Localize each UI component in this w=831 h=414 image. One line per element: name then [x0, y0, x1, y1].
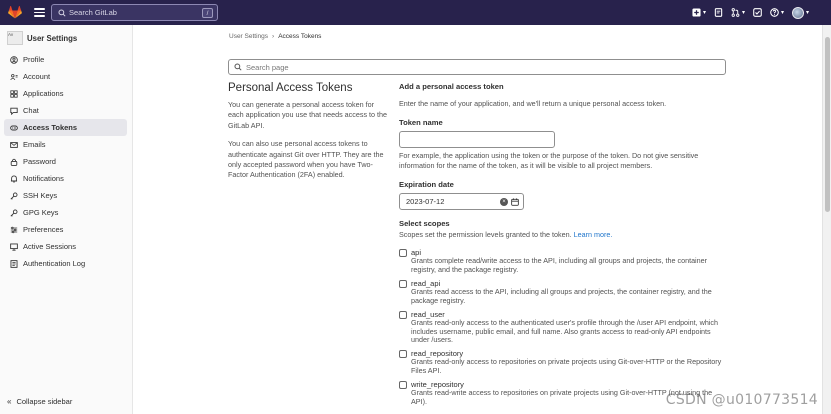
sidebar-item-label: Password	[23, 157, 56, 166]
sidebar-item-label: Access Tokens	[23, 123, 78, 132]
scopes-help-text: Scopes set the permission levels granted to the token.	[399, 230, 572, 239]
chevron-down-icon: ▾	[780, 10, 784, 16]
merge-request-icon	[731, 8, 740, 17]
breadcrumb-parent[interactable]: User Settings	[229, 33, 269, 40]
issues-button[interactable]	[714, 8, 723, 17]
intro-section	[228, 82, 388, 189]
log-icon	[10, 260, 18, 268]
page-title: Personal Access Tokens	[228, 82, 353, 94]
sidebar-item-chat[interactable]	[4, 102, 127, 119]
expiration-date-input[interactable]	[399, 193, 524, 210]
key-icon	[10, 192, 18, 200]
scope-api-checkbox[interactable]	[399, 249, 407, 257]
scope-api	[399, 248, 729, 274]
profile-icon	[10, 56, 18, 64]
preferences-icon	[10, 226, 18, 234]
scope-read-user-checkbox[interactable]	[399, 311, 407, 319]
mail-icon	[10, 141, 18, 149]
sidebar-item-label: Chat	[23, 106, 39, 115]
sidebar-item-gpg-keys[interactable]	[4, 204, 127, 221]
todo-done-icon	[753, 8, 762, 17]
gitlab-logo-icon[interactable]	[8, 6, 22, 19]
help-icon	[770, 8, 779, 17]
search-shortcut-key: /	[202, 8, 213, 18]
account-icon	[10, 73, 18, 81]
chat-icon	[10, 107, 18, 115]
sidebar-header[interactable]	[0, 27, 132, 49]
search-page-input[interactable]	[228, 59, 726, 75]
scopes-learn-more-link[interactable]: Learn more.	[573, 230, 613, 239]
top-navbar	[0, 0, 831, 25]
scrollbar-thumb[interactable]	[825, 37, 830, 212]
sidebar-item-account[interactable]	[4, 68, 127, 85]
breadcrumb	[229, 33, 321, 40]
global-search-input[interactable]	[51, 4, 218, 21]
token-name-input[interactable]	[399, 131, 555, 148]
sidebar-item-label: Authentication Log	[23, 259, 86, 268]
sidebar-item-emails[interactable]	[4, 136, 127, 153]
scope-read-api-checkbox[interactable]	[399, 280, 407, 288]
sidebar-item-password[interactable]	[4, 153, 127, 170]
sidebar-title: User Settings	[27, 33, 78, 43]
sidebar-item-authentication-log[interactable]	[4, 255, 127, 272]
intro-paragraph-1: You can generate a personal access token for each application you use that needs access to the GitLab API.	[228, 100, 388, 130]
sidebar-item-label: Account	[23, 72, 51, 81]
watermark: CSDN @u010773514	[665, 392, 818, 408]
scopes-help	[399, 230, 612, 239]
scope-name[interactable]: read_api	[411, 279, 441, 288]
settings-sidebar	[0, 25, 133, 414]
scope-write-repository-checkbox[interactable]	[399, 381, 407, 389]
search-icon	[58, 9, 66, 17]
sidebar-item-preferences[interactable]	[4, 221, 127, 238]
scope-description: Grants read-only access to repositories on private projects using Git-over-HTTP or the Repository Files API.	[411, 357, 722, 375]
monitor-icon	[10, 243, 18, 251]
expiration-date-label: Expiration date	[399, 180, 454, 189]
form-heading: Add a personal access token	[399, 82, 504, 91]
scope-name[interactable]: read_user	[411, 310, 445, 319]
scopes-label: Select scopes	[399, 219, 450, 228]
sidebar-item-label: GPG Keys	[23, 208, 59, 217]
chevron-double-left-icon: «	[7, 397, 12, 406]
search-page-placeholder: Search page	[246, 62, 289, 72]
token-icon	[10, 124, 18, 132]
token-name-label: Token name	[399, 118, 443, 127]
plus-square-icon	[692, 8, 701, 17]
issues-icon	[714, 8, 723, 17]
create-new-button[interactable]	[692, 8, 706, 17]
page-scrollbar[interactable]	[822, 25, 831, 414]
todos-button[interactable]	[753, 8, 762, 17]
scope-description: Grants read-only access to the authenticated user's profile through the /user API endpoint, which includes username, public email, and full name. Also grants access to read-only API endpoints under /users.	[411, 318, 719, 345]
sidebar-menu	[0, 51, 132, 272]
clear-icon[interactable]: ×	[500, 198, 508, 206]
user-menu-button[interactable]	[792, 7, 809, 19]
lock-icon	[10, 158, 18, 166]
scope-read-repository	[399, 349, 729, 375]
form-intro: Enter the name of your application, and we'll return a unique personal access token.	[399, 99, 667, 108]
sidebar-item-label: Emails	[23, 140, 46, 149]
calendar-icon[interactable]	[511, 198, 519, 206]
applications-icon	[10, 90, 18, 98]
sidebar-item-label: Preferences	[23, 225, 64, 234]
scope-read-repository-checkbox[interactable]	[399, 350, 407, 358]
sidebar-item-notifications[interactable]	[4, 170, 127, 187]
sidebar-item-active-sessions[interactable]	[4, 238, 127, 255]
scope-description: Grants read-write access to repositories on private projects using Git-over-HTTP (not using the API).	[411, 388, 713, 406]
collapse-sidebar-button[interactable]	[7, 397, 72, 406]
menu-icon[interactable]	[34, 8, 45, 17]
help-button[interactable]	[770, 8, 784, 17]
scope-name[interactable]: api	[411, 248, 422, 257]
sidebar-item-label: Profile	[23, 55, 45, 64]
token-name-help: For example, the application using the token or the purpose of the token. Do not give sensitive information for the name of the token, as it will be visible to all project members.	[399, 151, 699, 171]
merge-requests-button[interactable]	[731, 8, 745, 17]
sidebar-item-access-tokens[interactable]	[4, 119, 127, 136]
sidebar-item-label: Notifications	[23, 174, 64, 183]
sidebar-item-profile[interactable]	[4, 51, 127, 68]
bell-icon	[10, 175, 18, 183]
sidebar-item-label: SSH Keys	[23, 191, 58, 200]
sidebar-item-label: Active Sessions	[23, 242, 76, 251]
scope-description: Grants read access to the API, including all groups and projects, the container registry, and the package registry.	[411, 287, 712, 305]
global-search-placeholder: Search GitLab	[69, 8, 117, 17]
sidebar-item-ssh-keys[interactable]	[4, 187, 127, 204]
scope-name[interactable]: read_repository	[411, 349, 464, 358]
scope-read-user	[399, 310, 729, 345]
collapse-sidebar-label: Collapse sidebar	[16, 397, 73, 406]
scope-read-api	[399, 279, 729, 305]
sidebar-avatar: Av	[7, 31, 23, 45]
avatar	[792, 7, 804, 19]
key-icon	[10, 209, 18, 217]
breadcrumb-separator: ›	[272, 33, 275, 40]
breadcrumb-current[interactable]: Access Tokens	[278, 33, 322, 40]
add-token-form	[399, 82, 729, 406]
search-icon	[234, 63, 242, 71]
chevron-down-icon: ▾	[702, 10, 706, 16]
chevron-down-icon: ▾	[741, 10, 745, 16]
chevron-down-icon: ▾	[805, 10, 809, 16]
navbar-actions	[692, 0, 809, 25]
sidebar-item-applications[interactable]	[4, 85, 127, 102]
scope-description: Grants complete read/write access to the API, including all groups and projects, the container registry, and the package registry.	[411, 256, 708, 274]
intro-paragraph-2: You can also use personal access tokens to authenticate against Git over HTTP. They are the only accepted password when you have Two-Factor Authentication (2FA) enabled.	[228, 139, 384, 180]
expiration-date-value: 2023-07-12	[406, 197, 445, 206]
scope-name[interactable]: write_repository	[411, 380, 464, 389]
sidebar-item-label: Applications	[23, 89, 64, 98]
